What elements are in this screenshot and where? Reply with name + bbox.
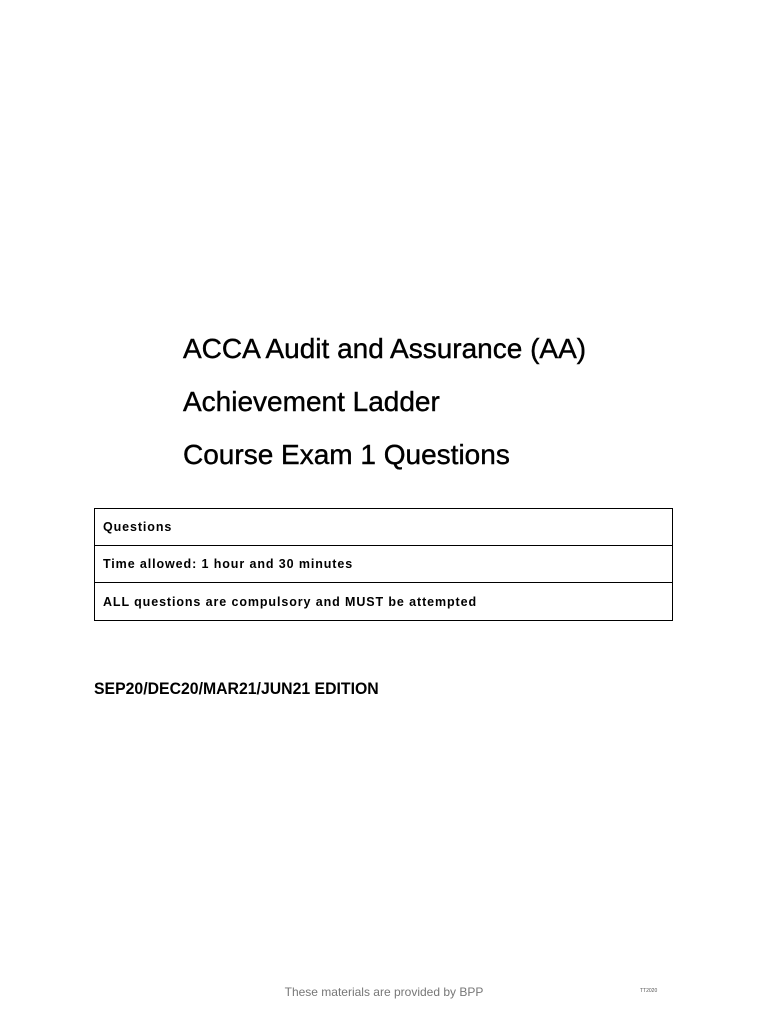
- title-exam-name: Course Exam 1 Questions: [183, 439, 510, 470]
- exam-info-table: [94, 508, 673, 621]
- document-title: [183, 322, 743, 481]
- footer-code: TT2020: [640, 988, 658, 994]
- footer-provider-note: These materials are provided by BPP: [284, 985, 484, 999]
- title-series-name: Achievement Ladder: [183, 386, 440, 417]
- info-row-time-allowed: Time allowed: 1 hour and 30 minutes: [95, 546, 672, 583]
- title-course-name: ACCA Audit and Assurance (AA): [183, 333, 587, 364]
- info-row-questions: Questions: [95, 509, 672, 546]
- edition-label: SEP20/DEC20/MAR21/JUN21 EDITION: [94, 679, 379, 698]
- info-row-instructions: ALL questions are compulsory and MUST be attempted: [103, 594, 477, 609]
